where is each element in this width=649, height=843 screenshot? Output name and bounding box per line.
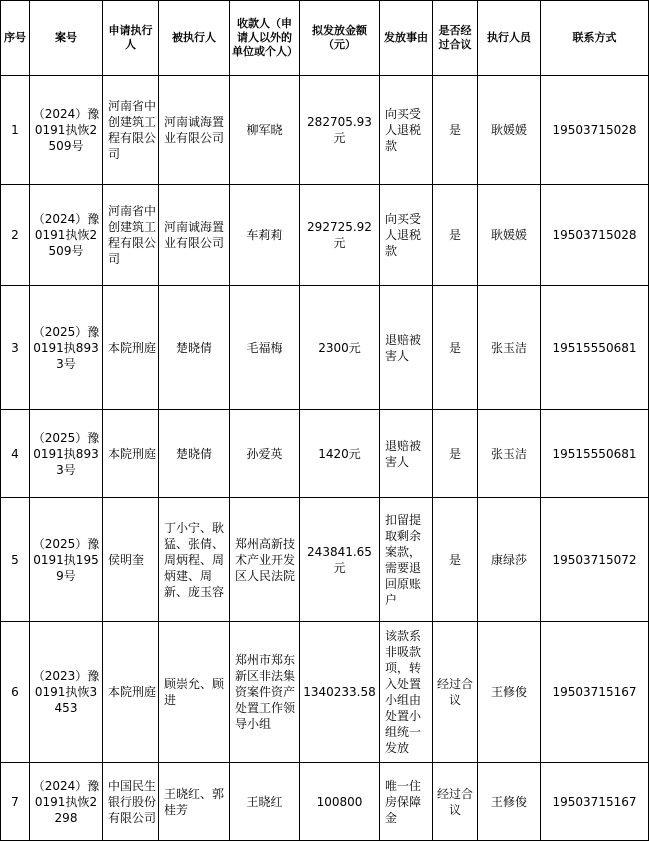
- header-reason: 发放事由: [380, 1, 433, 76]
- cell-reason: 向买受人退税款: [380, 76, 433, 185]
- cell-reason: 退赔被害人: [380, 410, 433, 498]
- header-row: [1, 1, 649, 76]
- header-seq: 序号: [1, 1, 30, 76]
- table-row: [1, 763, 649, 841]
- table-row: [1, 498, 649, 622]
- cell-seq: 7: [1, 763, 30, 841]
- cell-executor: 张玉洁: [478, 286, 541, 410]
- cell-agreed: 是: [433, 286, 478, 410]
- cell-contact: 19503715167: [541, 622, 649, 763]
- cell-seq: 1: [1, 76, 30, 185]
- cell-payee: 车莉莉: [230, 185, 300, 286]
- cell-agreed: 是: [433, 498, 478, 622]
- cell-case-no: （2025）豫0191执8933号: [30, 410, 103, 498]
- cell-agreed: 是: [433, 185, 478, 286]
- cell-respondent: 河南诚海置业有限公司: [159, 76, 230, 185]
- cell-agreed: 是: [433, 410, 478, 498]
- header-amount: 拟发放金额（元）: [300, 1, 380, 76]
- cell-amount: 282705.93元: [300, 76, 380, 185]
- header-executor: 执行人员: [478, 1, 541, 76]
- cell-reason: 向买受人退税款: [380, 185, 433, 286]
- cell-agreed: 是: [433, 76, 478, 185]
- cell-executor: 耿媛媛: [478, 185, 541, 286]
- cell-executor: 张玉洁: [478, 410, 541, 498]
- cell-applicant: 本院刑庭: [103, 622, 159, 763]
- cell-reason: 该款系非吸款项，转入处置小组由处置小组统一发放: [380, 622, 433, 763]
- cell-case-no: （2023）豫0191执恢3453: [30, 622, 103, 763]
- cell-contact: 19503715028: [541, 76, 649, 185]
- cell-payee: 王晓红: [230, 763, 300, 841]
- table-row: [1, 286, 649, 410]
- cell-payee: 郑州市郑东新区非法集资案件资产处置工作领导小组: [230, 622, 300, 763]
- cell-seq: 4: [1, 410, 30, 498]
- cell-payee: 孙爱英: [230, 410, 300, 498]
- cell-executor: 康绿莎: [478, 498, 541, 622]
- cell-case-no: （2024）豫0191执恢2509号: [30, 185, 103, 286]
- cell-applicant: 侯明奎: [103, 498, 159, 622]
- table-row: [1, 185, 649, 286]
- cell-seq: 3: [1, 286, 30, 410]
- cell-applicant: 河南省中创建筑工程有限公司: [103, 76, 159, 185]
- cell-reason: 扣留提取剩余案款，需要退回原账户: [380, 498, 433, 622]
- cell-amount: 1420元: [300, 410, 380, 498]
- cell-amount: 1340233.58: [300, 622, 380, 763]
- cell-executor: 王修俊: [478, 622, 541, 763]
- cell-payee: 柳军晓: [230, 76, 300, 185]
- cell-reason: 唯一住房保障金: [380, 763, 433, 841]
- cell-seq: 6: [1, 622, 30, 763]
- header-agreed: 是否经过合议: [433, 1, 478, 76]
- header-respondent: 被执行人: [159, 1, 230, 76]
- cell-agreed: 经过合议: [433, 622, 478, 763]
- cell-applicant: 中国民生银行股份有限公司: [103, 763, 159, 841]
- cell-amount: 2300元: [300, 286, 380, 410]
- cell-case-no: （2025）豫0191执1959号: [30, 498, 103, 622]
- cell-case-no: （2024）豫0191执恢2298: [30, 763, 103, 841]
- cell-respondent: 楚晓倩: [159, 410, 230, 498]
- table-row: [1, 410, 649, 498]
- header-case-no: 案号: [30, 1, 103, 76]
- cell-contact: 19503715028: [541, 185, 649, 286]
- cell-reason: 退赔被害人: [380, 286, 433, 410]
- header-contact: 联系方式: [541, 1, 649, 76]
- cell-applicant: 河南省中创建筑工程有限公司: [103, 185, 159, 286]
- table-row: [1, 76, 649, 185]
- cell-contact: 19515550681: [541, 410, 649, 498]
- cell-executor: 耿媛媛: [478, 76, 541, 185]
- cell-contact: 19503715072: [541, 498, 649, 622]
- cell-case-no: （2025）豫0191执8933号: [30, 286, 103, 410]
- cell-respondent: 顾崇允、顾进: [159, 622, 230, 763]
- cell-amount: 100800: [300, 763, 380, 841]
- cell-applicant: 本院刑庭: [103, 410, 159, 498]
- cell-seq: 5: [1, 498, 30, 622]
- cell-respondent: 楚晓倩: [159, 286, 230, 410]
- cell-amount: 292725.92元: [300, 185, 380, 286]
- cell-agreed: 经过合议: [433, 763, 478, 841]
- cell-contact: 19515550681: [541, 286, 649, 410]
- cell-case-no: （2024）豫0191执恢2509号: [30, 76, 103, 185]
- cell-applicant: 本院刑庭: [103, 286, 159, 410]
- header-payee: 收款人（申请人以外的单位或个人）: [230, 1, 300, 76]
- table-row: [1, 622, 649, 763]
- cell-seq: 2: [1, 185, 30, 286]
- cell-payee: 毛福梅: [230, 286, 300, 410]
- header-applicant: 申请执行人: [103, 1, 159, 76]
- cell-respondent: 王晓红、郭桂芳: [159, 763, 230, 841]
- cell-respondent: 河南诚海置业有限公司: [159, 185, 230, 286]
- cell-executor: 王修俊: [478, 763, 541, 841]
- cell-contact: 19503715167: [541, 763, 649, 841]
- cell-amount: 243841.65元: [300, 498, 380, 622]
- cell-payee: 郑州高新技术产业开发区人民法院: [230, 498, 300, 622]
- cell-respondent: 丁小宁、耿猛、张倩、周炳程、周炳建、周新、庞玉容: [159, 498, 230, 622]
